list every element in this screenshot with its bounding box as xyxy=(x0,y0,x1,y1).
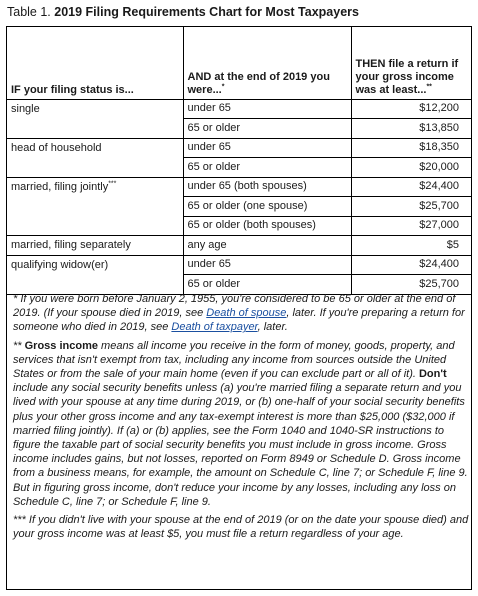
footnote-spouse: *** If you didn't live with your spouse at the end of 2019 (or on the date your spouse died) and your gross income was at least $5, you must file a return regardless of your age. xyxy=(13,514,469,541)
cell-filing-status: married, filing separately xyxy=(7,236,183,256)
table-row xyxy=(7,177,471,197)
caption-label: Table 1. xyxy=(7,5,51,19)
table-row xyxy=(7,216,471,236)
cell-age: under 65 (both spouses) xyxy=(183,177,351,197)
cell-age: under 65 xyxy=(183,138,351,158)
caption-title: 2019 Filing Requirements Chart for Most Taxpayers xyxy=(54,5,359,19)
cell-age: under 65 xyxy=(183,255,351,275)
cell-filing-status xyxy=(7,158,183,178)
table-row xyxy=(7,119,471,139)
cell-age: under 65 xyxy=(183,99,351,119)
cell-age: any age xyxy=(183,236,351,256)
table-row xyxy=(7,138,471,158)
table-row xyxy=(7,255,471,275)
cell-filing-status xyxy=(7,216,183,236)
cell-age: 65 or older (both spouses) xyxy=(183,216,351,236)
cell-age: 65 or older xyxy=(183,119,351,139)
cell-filing-status xyxy=(7,197,183,217)
cell-age: 65 or older xyxy=(183,158,351,178)
cell-gross-income: $13,850 xyxy=(351,119,471,139)
table-row xyxy=(7,236,471,256)
cell-gross-income: $27,000 xyxy=(351,216,471,236)
cell-gross-income: $25,700 xyxy=(351,275,471,295)
cell-gross-income: $18,350 xyxy=(351,138,471,158)
filing-requirements-table xyxy=(7,27,471,295)
cell-gross-income: $25,700 xyxy=(351,197,471,217)
header-gross-income: THEN file a return if your gross income was at least...** xyxy=(351,27,471,99)
cell-gross-income: $24,400 xyxy=(351,255,471,275)
table-caption xyxy=(7,4,359,20)
cell-filing-status: head of household xyxy=(7,138,183,158)
cell-filing-status: qualifying widow(er) xyxy=(7,255,183,275)
footnote-gross-income: ** Gross income means all income you receive in the form of money, goods, property, and services that isn't exempt from tax, including any income from sources outside the United States or from the sale of your main home (even if you can exclude part or all of it). Don't include any social security benefits unless (a) you're married filing a separate return and you lived with your spouse at any time during 2019, or (b) one-half of your social security benefits plus your other gross income and any tax-exempt interest is more than $25,000 ($32,000 if married filing jointly). If (a) or (b) applies, see the Form 1040 and 1040-SR instructions to figure the taxable part of social security benefits you must include in gross income. Gross income includes gains, but not losses, reported on Form 8949 or Schedule D. Gross income from a business means, for example, the amount on Schedule C, line 7; or Schedule F, line 9. But in figuring gross income, don't reduce your income by any losses, including any loss on Schedule C, line 7; or Schedule F, line 9. xyxy=(13,339,468,508)
cell-gross-income: $20,000 xyxy=(351,158,471,178)
table-footnotes xyxy=(13,292,469,545)
cell-gross-income: $24,400 xyxy=(351,177,471,197)
death-of-taxpayer-link[interactable]: Death of taxpayer xyxy=(171,321,258,334)
table-row xyxy=(7,158,471,178)
cell-gross-income: $12,200 xyxy=(351,99,471,119)
table-row xyxy=(7,197,471,217)
cell-gross-income: $5 xyxy=(351,236,471,256)
cell-filing-status: single xyxy=(11,102,40,115)
table-row xyxy=(7,99,471,119)
cell-filing-status xyxy=(7,119,183,139)
cell-age: 65 or older (one spouse) xyxy=(183,197,351,217)
header-filing-status: IF your filing status is... xyxy=(7,27,183,99)
footnote-age: * If you were born before January 2, 1955, you're considered to be 65 or older at the end of 2019. (If your spouse died in 2019, see Death of spouse, later. If you're preparing a return for someone who died in 2019, see Death of taxpayer, later. xyxy=(13,293,465,334)
filing-requirements-table-frame xyxy=(6,26,472,590)
death-of-spouse-link[interactable]: Death of spouse xyxy=(206,307,287,320)
header-age: AND at the end of 2019 you were...* xyxy=(183,27,351,99)
cell-age: 65 or older xyxy=(183,275,351,295)
cell-filing-status: married, filing jointly*** xyxy=(7,177,183,197)
